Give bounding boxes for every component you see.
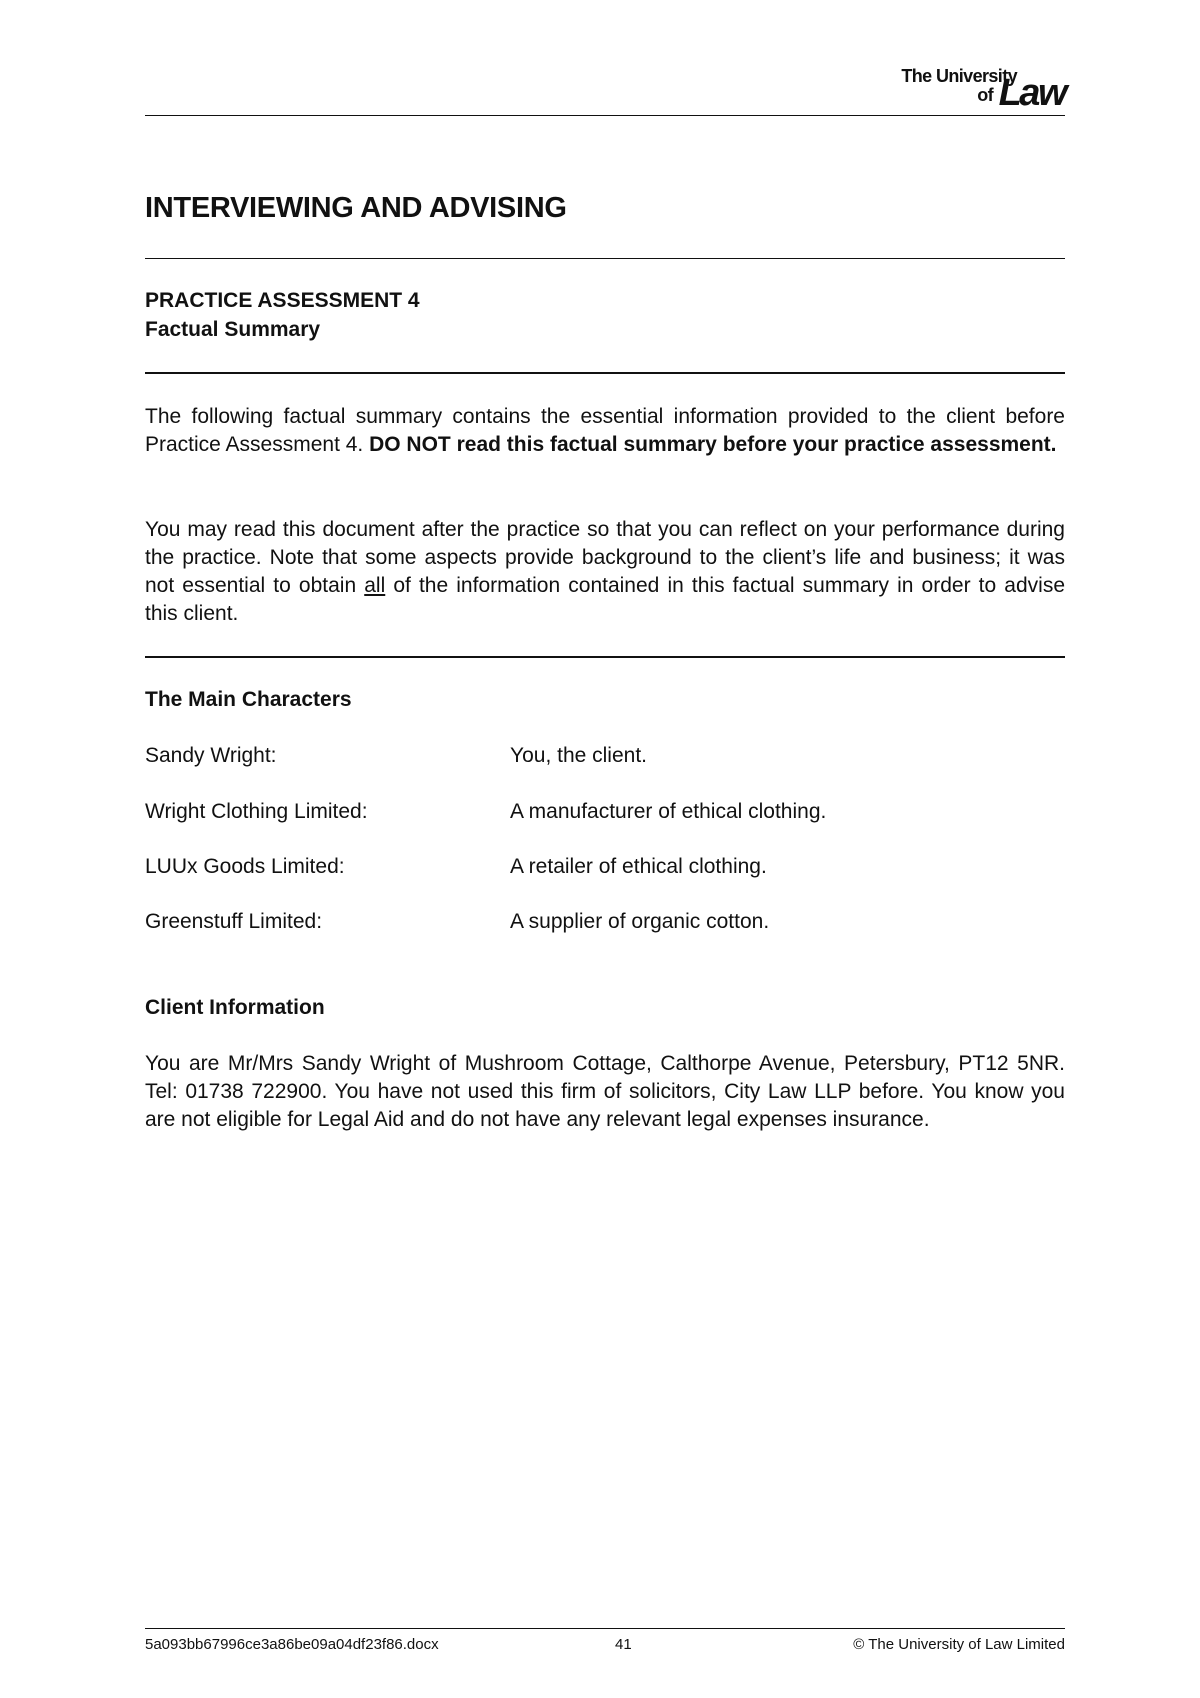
logo-text-of: of (977, 85, 993, 105)
reflection-text-start: You may read this document after the practice so that you can reflect on your performance during the practice. Note that some aspects provide background to the client’s life and business; it was not essential to obtain (145, 518, 1065, 597)
character-name: Greenstuff Limited: (145, 910, 323, 933)
characters-heading: The Main Characters (145, 688, 352, 711)
footer-page-number: 41 (615, 1636, 632, 1653)
character-name: Sandy Wright: (145, 744, 277, 767)
intro-warning: DO NOT read this factual summary before your practice assessment. (369, 433, 1057, 456)
reflection-text-end: of the information contained in this factual summary in order to advise this client. (145, 574, 1065, 625)
character-name: LUUx Goods Limited: (145, 855, 345, 878)
intro-text: The following factual summary contains the essential information provided to the client before Practice Assessment 4. (145, 405, 1065, 456)
section-divider (145, 372, 1065, 374)
footer-filename: 5a093bb67996ce3a86be09a04df23f86.docx (145, 1636, 439, 1653)
character-description: You, the client. (510, 744, 647, 767)
character-name: Wright Clothing Limited: (145, 800, 368, 823)
character-description: A manufacturer of ethical clothing. (510, 800, 827, 823)
client-info-paragraph: You are Mr/Mrs Sandy Wright of Mushroom Cottage, Calthorpe Avenue, Petersbury, PT12 5NR. Tel: 01738 722900. You have not used this firm of solicitors, City Law LLP before. You know you are not eligible for Legal Aid and do not have any relevant legal expenses insurance. (145, 1052, 1065, 1131)
document-page (145, 0, 1065, 1698)
page-title: INTERVIEWING AND ADVISING (145, 192, 567, 224)
reflection-paragraph (145, 516, 1065, 628)
client-info-heading: Client Information (145, 996, 325, 1019)
header-divider (145, 115, 1065, 116)
reflection-emphasis: all (364, 574, 386, 597)
character-description: A supplier of organic cotton. (510, 910, 770, 933)
logo-text-law: Law (998, 72, 1065, 114)
intro-paragraph (145, 403, 1065, 459)
character-description: A retailer of ethical clothing. (510, 855, 767, 878)
logo-text-university: The University (901, 66, 1017, 86)
summary-label: Factual Summary (145, 318, 321, 341)
footer-divider (145, 1628, 1065, 1629)
assessment-heading: PRACTICE ASSESSMENT 4 (145, 289, 420, 312)
university-logo (855, 66, 1065, 114)
section-divider (145, 656, 1065, 658)
footer-copyright: © The University of Law Limited (853, 1636, 1065, 1653)
title-divider (145, 258, 1065, 259)
